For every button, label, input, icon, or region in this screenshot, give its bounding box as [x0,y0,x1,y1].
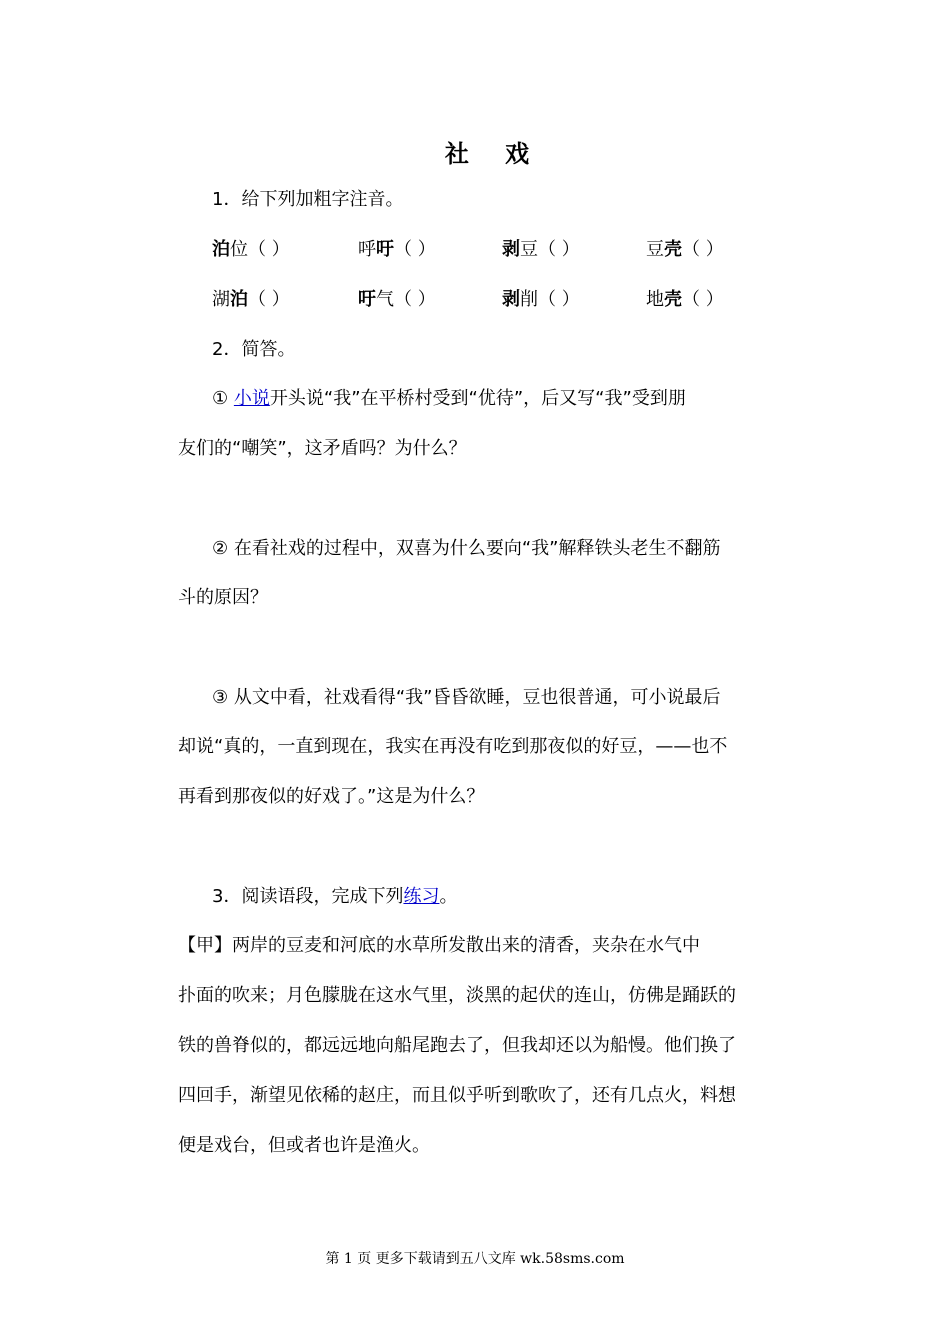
q1-prompt: 1．给下列加粗字注音。 [212,189,404,210]
q1-item-6: 吁气（ ） [358,289,436,310]
novel-link[interactable]: 小说 [233,388,270,409]
passage-line-2: 扑面的吹来；月色朦胧在这水气里，淡黑的起伏的连山，仿佛是踊跃的 [178,985,736,1006]
passage-line-4: 四回手，渐望见依稀的赵庄，而且似乎听到歌吹了，还有几点火，料想 [178,1085,736,1106]
q2-answer-3-line-1: ③ 从文中看，社戏看得“我”昏昏欲睡，豆也很普通，可小说最后 [212,687,721,708]
q1-item-1: 泊位（ ） [212,239,290,260]
q2-answer-2-line-1: ② 在看社戏的过程中，双喜为什么要向“我”解释铁头老生不翻筋 [212,538,721,559]
q2-prompt: 2．简答。 [212,339,296,360]
passage-line-3: 铁的兽脊似的，都远远地向船尾跑去了，但我却还以为船慢。他们换了 [178,1035,736,1056]
page-title: 社 戏 [444,140,544,168]
q1-item-5: 湖泊（ ） [212,289,290,310]
passage-line-1: 【甲】两岸的豆麦和河底的水草所发散出来的清香，夹杂在水气中 [178,935,700,956]
q2-answer-3-line-2: 却说“真的，一直到现在，我实在再没有吃到那夜似的好豆，——也不 [178,736,728,757]
page-footer: 第 1 页 更多下载请到五八文库 wk.58sms.com [325,1251,625,1267]
q2-answer-1-line-2: 友们的“嘲笑”，这矛盾吗？为什么？ [178,438,467,459]
q2-answer-3-line-3: 再看到那夜似的好戏了。”这是为什么？ [178,786,485,807]
q2-answer-2-line-2: 斗的原因？ [178,587,268,608]
q1-item-8: 地壳（ ） [646,289,724,310]
q1-item-3: 剥豆（ ） [502,239,580,260]
q1-item-7: 剥削（ ） [502,289,580,310]
q3-prompt: 3．阅读语段，完成下列练习。 [212,886,458,907]
q1-item-2: 呼吁（ ） [358,239,436,260]
passage-line-5: 便是戏台，但或者也许是渔火。 [178,1135,430,1156]
exercise-link[interactable]: 练习 [403,886,440,907]
q1-item-4: 豆壳（ ） [646,239,724,260]
q2-answer-1-line-1: ① 小说开头说“我”在平桥村受到“优待”，后又写“我”受到朋 [212,388,686,409]
